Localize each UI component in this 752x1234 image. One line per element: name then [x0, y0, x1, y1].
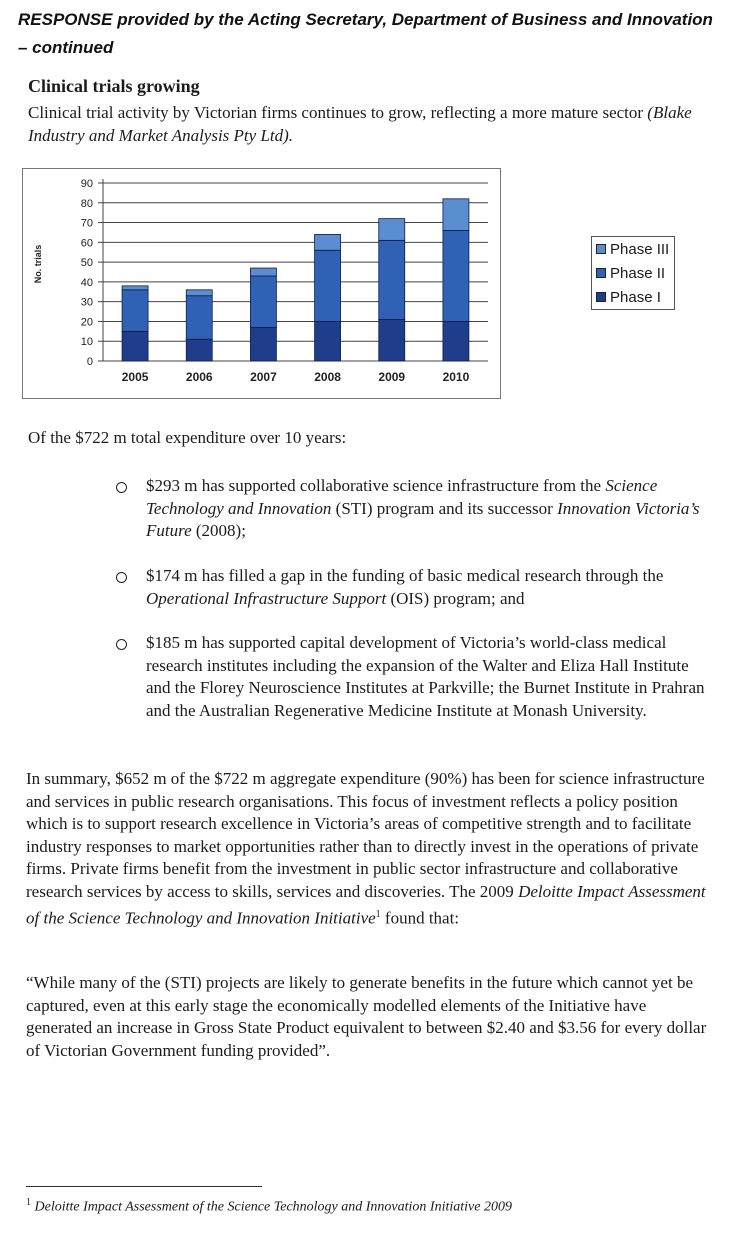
- x-tick-label: 2006: [185, 370, 213, 384]
- x-tick-label: 2010: [442, 370, 470, 384]
- bullet-ois-text: [146, 565, 706, 610]
- legend-label-phase-3: Phase III: [610, 240, 670, 258]
- chart-plot: [23, 169, 500, 398]
- x-tick-label: 2005: [121, 370, 149, 384]
- y-tick-label: 60: [80, 237, 93, 250]
- bullet-circle-icon: [116, 482, 127, 493]
- footnote-marker: 1: [26, 1197, 31, 1208]
- footnote-divider: [26, 1186, 262, 1187]
- y-tick-label: 90: [80, 178, 93, 190]
- legend-label-phase-2: Phase II: [610, 264, 666, 282]
- legend-item-phase-1: [592, 285, 674, 309]
- legend-item-phase-2: [592, 261, 674, 285]
- chart-legend: [591, 236, 675, 310]
- bar-phase-2: [250, 276, 276, 327]
- section-title: Clinical trials growing: [28, 76, 200, 96]
- x-tick-label: 2008: [314, 370, 341, 384]
- bar-phase-3: [443, 199, 469, 231]
- bar-phase-1: [250, 327, 276, 361]
- bar-phase-3: [379, 219, 405, 241]
- bullet-sti-successor: Innovation Victoria’s Future: [146, 498, 700, 540]
- legend-swatch-phase-2: [596, 268, 606, 278]
- summary-report-title: Deloitte Impact Assessment of the Science Technology and Innovation Initiative: [26, 881, 706, 928]
- bar-phase-2: [379, 240, 405, 319]
- bullet-circle-icon: [116, 572, 127, 583]
- bullet-circle-icon: [116, 639, 127, 650]
- legend-swatch-phase-3: [596, 244, 606, 254]
- legend-item-phase-3: [592, 237, 674, 261]
- y-tick-label: 10: [80, 336, 93, 349]
- summary-text-end: found that:: [380, 908, 460, 928]
- bullet-ois-part: (OIS) program; and: [386, 588, 525, 608]
- y-tick-label: 30: [80, 296, 93, 309]
- bullet-institutes-text: $185 m has supported capital development of Victoria’s world-class medical research institutes including the expansion of the Walter and Eliza Hall Institute and the Florey Neuroscience Institutes at Parkville; the Burnet Institute in Prahran and the Australian Regenerative Medicine Institute at Monash University.: [146, 633, 705, 720]
- expenditure-lead: Of the $722 m total expenditure over 10 years:: [28, 428, 347, 447]
- y-tick-label: 70: [80, 217, 93, 230]
- y-tick-label: 20: [80, 316, 93, 329]
- y-axis-label: No. trials: [33, 244, 43, 284]
- footnote-text: Deloitte Impact Assessment of the Science Technology and Innovation Initiative 2009: [34, 1199, 512, 1215]
- clinical-trials-chart: [22, 168, 501, 399]
- bar-phase-2: [122, 290, 148, 332]
- y-tick-label: 0: [86, 356, 93, 368]
- summary-text: In summary, $652 m of the $722 m aggregate expenditure (90%) has been for science infrastructure and services in public research organisations. This focus of investment reflects a policy position which is to support research excellence in Victoria’s areas of competitive strength and to facilitate industry responses to market opportunities rather than to directly invest in the operations of private firms. Private firms benefit from the investment in public sector infrastructure and collaborative research services by access to skills, services and discoveries. The 2009: [26, 769, 705, 901]
- footnote-reference: 1: [375, 908, 381, 920]
- intro-source: (Blake Industry and Market Analysis Pty Ltd).: [28, 103, 692, 145]
- summary-paragraph: [26, 768, 716, 930]
- bar-phase-1: [443, 321, 469, 361]
- y-tick-label: 40: [80, 276, 93, 289]
- bullet-sti-text: [146, 475, 706, 543]
- bullet-sti-part: (2008);: [191, 521, 246, 540]
- bullet-sti-part: $293 m has supported collaborative science infrastructure from the: [146, 476, 606, 495]
- bullet-ois-program: Operational Infrastructure Support: [146, 588, 387, 608]
- bar-phase-3: [186, 290, 212, 296]
- x-tick-label: 2007: [250, 370, 277, 384]
- legend-label-phase-1: Phase I: [610, 288, 661, 306]
- y-tick-label: 80: [80, 197, 93, 210]
- bar-phase-3: [315, 234, 341, 250]
- bar-phase-2: [186, 296, 212, 340]
- intro-paragraph: [28, 101, 708, 147]
- x-tick-label: 2009: [378, 370, 406, 384]
- footnote: [26, 1197, 512, 1216]
- bar-phase-2: [443, 230, 469, 321]
- bar-phase-1: [315, 321, 341, 361]
- y-tick-label: 50: [80, 257, 93, 270]
- intro-text: Clinical trial activity by Victorian firms continues to grow, reflecting a more mature sector: [28, 103, 648, 122]
- legend-swatch-phase-1: [596, 292, 606, 302]
- bullet-sti-program: Science Technology and Innovation: [146, 476, 658, 518]
- quote-paragraph: “While many of the (STI) projects are likely to generate benefits in the future which cannot yet be captured, even at this early stage the economically modelled elements of the Initiative have generated an increase in Gross State Product equivalent to between $2.40 and $3.56 for every dollar of Victorian Government funding provided”.: [26, 973, 707, 1060]
- bar-phase-1: [186, 339, 212, 361]
- bar-phase-1: [122, 331, 148, 361]
- bar-phase-2: [315, 250, 341, 321]
- bar-phase-3: [250, 268, 276, 276]
- bar-phase-1: [379, 319, 405, 361]
- bullet-sti-part: (STI) program and its successor: [331, 498, 558, 518]
- bar-phase-3: [122, 286, 148, 290]
- bullet-ois-part: $174 m has filled a gap in the funding of basic medical research through the: [146, 566, 664, 585]
- page-header: RESPONSE provided by the Acting Secretary, Department of Business and Innovation – continued: [18, 10, 713, 57]
